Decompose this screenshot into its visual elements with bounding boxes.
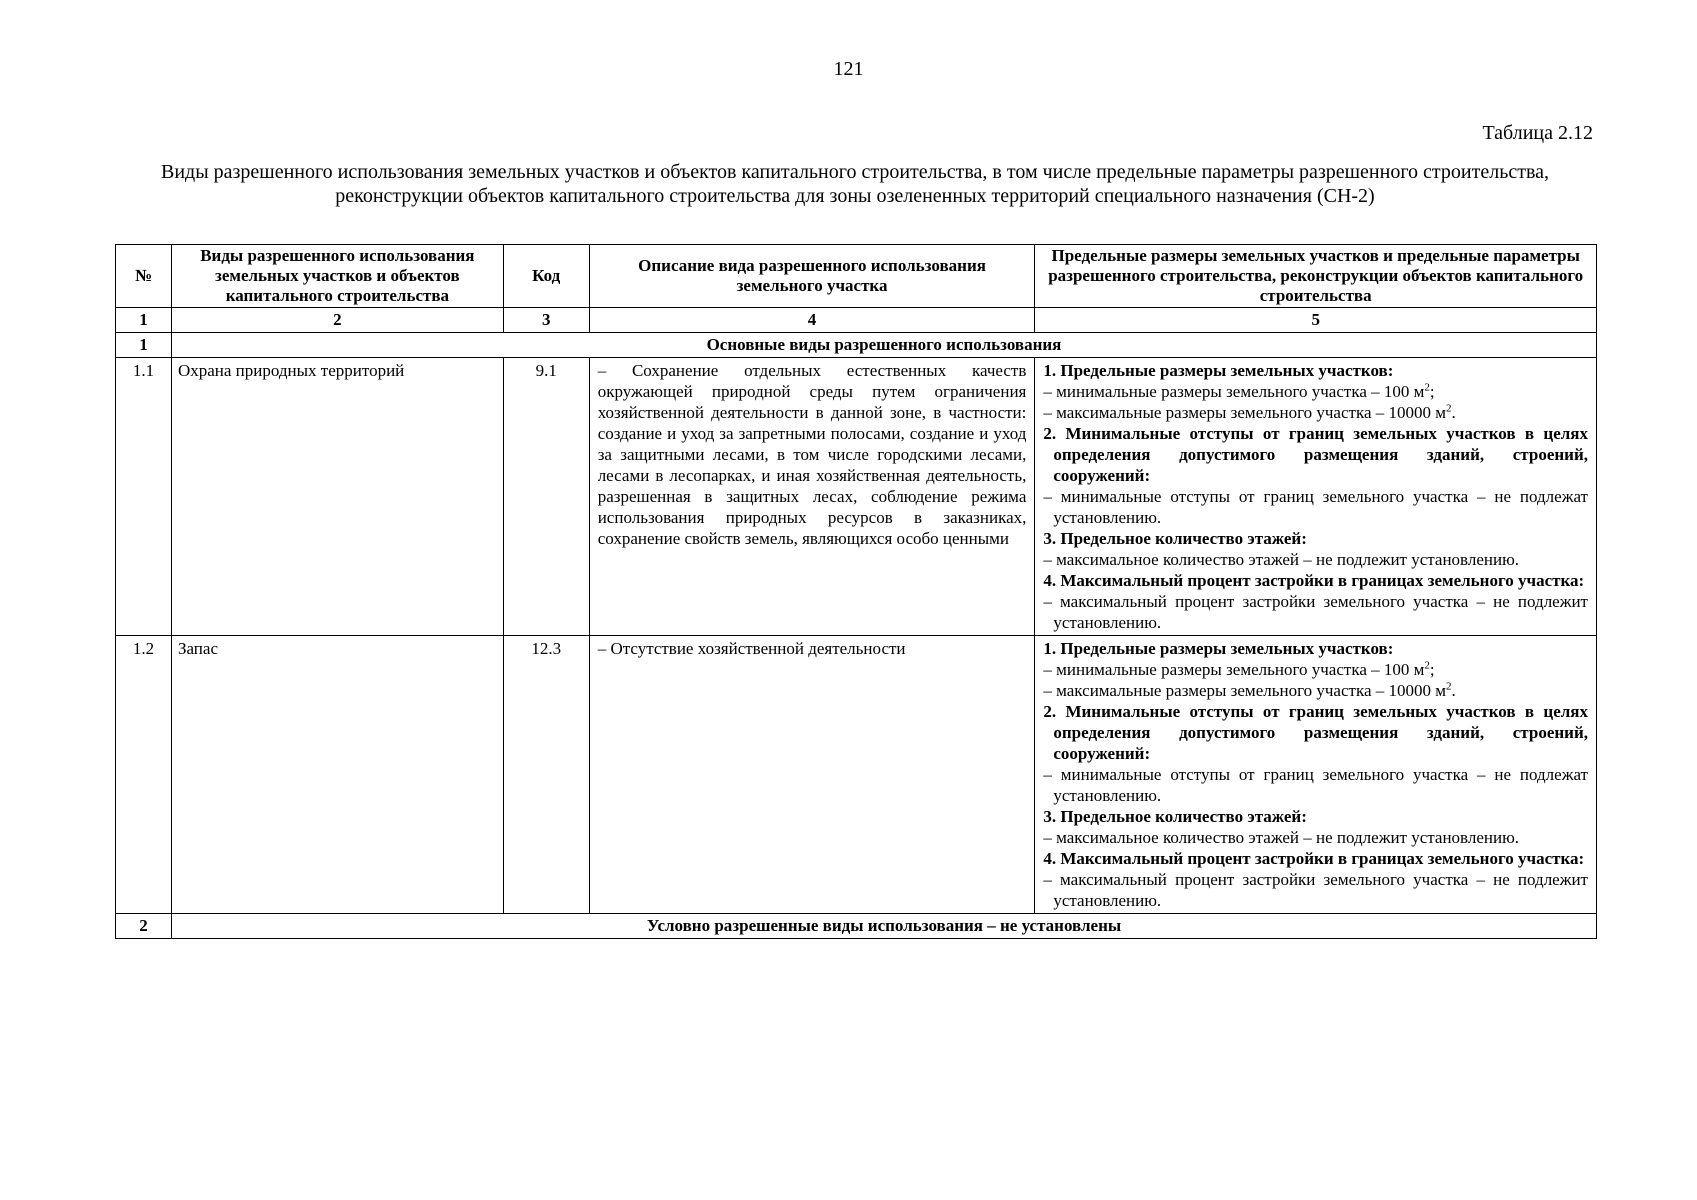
limits-item: – максимальный процент застройки земельного участка – не подлежит установлению.: [1043, 870, 1588, 910]
table-row: [116, 358, 1597, 636]
limits-heading: 2. Минимальные отступы от границ земельных участков в целях определения допустимого размещения зданий, строений, сооружений:: [1043, 424, 1588, 485]
section-title: Условно разрешенные виды использования – не установлены: [171, 914, 1596, 939]
limits-heading: 2. Минимальные отступы от границ земельных участков в целях определения допустимого размещения зданий, строений, сооружений:: [1043, 702, 1588, 763]
table-label: Таблица 2.12: [1482, 122, 1593, 144]
header-row: [116, 245, 1597, 308]
limits-heading: 4. Максимальный процент застройки в границах земельного участка:: [1043, 571, 1585, 590]
row-description: – Сохранение отдельных естественных качеств окружающей природной среды путем ограничения хозяйственной деятельности в данной зоне, в частности: создание и уход за запретными полосами, создание и уход за защитными лесами, в том числе городскими лесами, лесами в лесопарках, и иная хозяйственная деятельность, разрешенная в защитных лесах, соблюдение режима использования природных ресурсов в заказниках, сохранение свойств земель, являющихся особо ценными: [589, 358, 1035, 636]
limits-item: – максимальные размеры земельного участка – 10000 $м^2$.: [1043, 680, 1456, 700]
section-row-main: [116, 333, 1597, 358]
limits-item: – максимальный процент застройки земельного участка – не подлежит установлению.: [1043, 592, 1588, 632]
header-num: №: [116, 245, 172, 308]
limits-item: – максимальные размеры земельного участка – 10000 $м^2$.: [1043, 402, 1456, 422]
column-number: 1: [116, 308, 172, 333]
limits-heading: 3. Предельное количество этажей:: [1043, 807, 1307, 826]
document-title: Виды разрешенного использования земельных участков и объектов капитального строительства, в том числе предельные параметры разрешенного строительства, реконструкции объектов капитального строительства для зоны озелененных территорий специального назначения (СН-2): [160, 161, 1550, 207]
section-title: Основные виды разрешенного использования: [171, 333, 1596, 358]
limits-heading: 1. Предельные размеры земельных участков:: [1043, 361, 1394, 380]
limits-item: – минимальные отступы от границ земельного участка – не подлежат установлению.: [1043, 487, 1588, 527]
column-number: 2: [171, 308, 503, 333]
row-number: 1.2: [116, 636, 172, 914]
row-limits: [1035, 636, 1597, 914]
limits-item: – максимальное количество этажей – не подлежит установлению.: [1043, 550, 1520, 569]
row-use-type: Запас: [171, 636, 503, 914]
limits-heading: 1. Предельные размеры земельных участков:: [1043, 639, 1394, 658]
page-number: 121: [833, 58, 864, 80]
limits-item: – минимальные отступы от границ земельного участка – не подлежат установлению.: [1043, 765, 1588, 805]
row-code: 12.3: [503, 636, 589, 914]
row-number: 1.1: [116, 358, 172, 636]
column-number: 4: [589, 308, 1035, 333]
limits-heading: 3. Предельное количество этажей:: [1043, 529, 1307, 548]
header-description: Описание вида разрешенного использования земельного участка: [589, 245, 1035, 308]
section-number: 1: [116, 333, 172, 358]
section-row-conditional: [116, 914, 1597, 939]
table-row: [116, 636, 1597, 914]
column-number: 3: [503, 308, 589, 333]
row-code: 9.1: [503, 358, 589, 636]
limits-heading: 4. Максимальный процент застройки в границах земельного участка:: [1043, 849, 1585, 868]
zoning-table: [115, 244, 1597, 939]
row-description: – Отсутствие хозяйственной деятельности: [589, 636, 1035, 914]
column-number-row: [116, 308, 1597, 333]
row-limits: [1035, 358, 1597, 636]
column-number: 5: [1035, 308, 1597, 333]
section-number: 2: [116, 914, 172, 939]
limits-item: – максимальное количество этажей – не подлежит установлению.: [1043, 828, 1520, 847]
limits-item: – минимальные размеры земельного участка – 100 $м^2$;: [1043, 659, 1435, 679]
header-types: Виды разрешенного использования земельных участков и объектов капитального строительства: [171, 245, 503, 308]
limits-item: – минимальные размеры земельного участка – 100 $м^2$;: [1043, 381, 1435, 401]
row-use-type: Охрана природных территорий: [171, 358, 503, 636]
header-limits: Предельные размеры земельных участков и предельные параметры разрешенного строительства, реконструкции объектов капитального строительства: [1035, 245, 1597, 308]
header-code: Код: [503, 245, 589, 308]
